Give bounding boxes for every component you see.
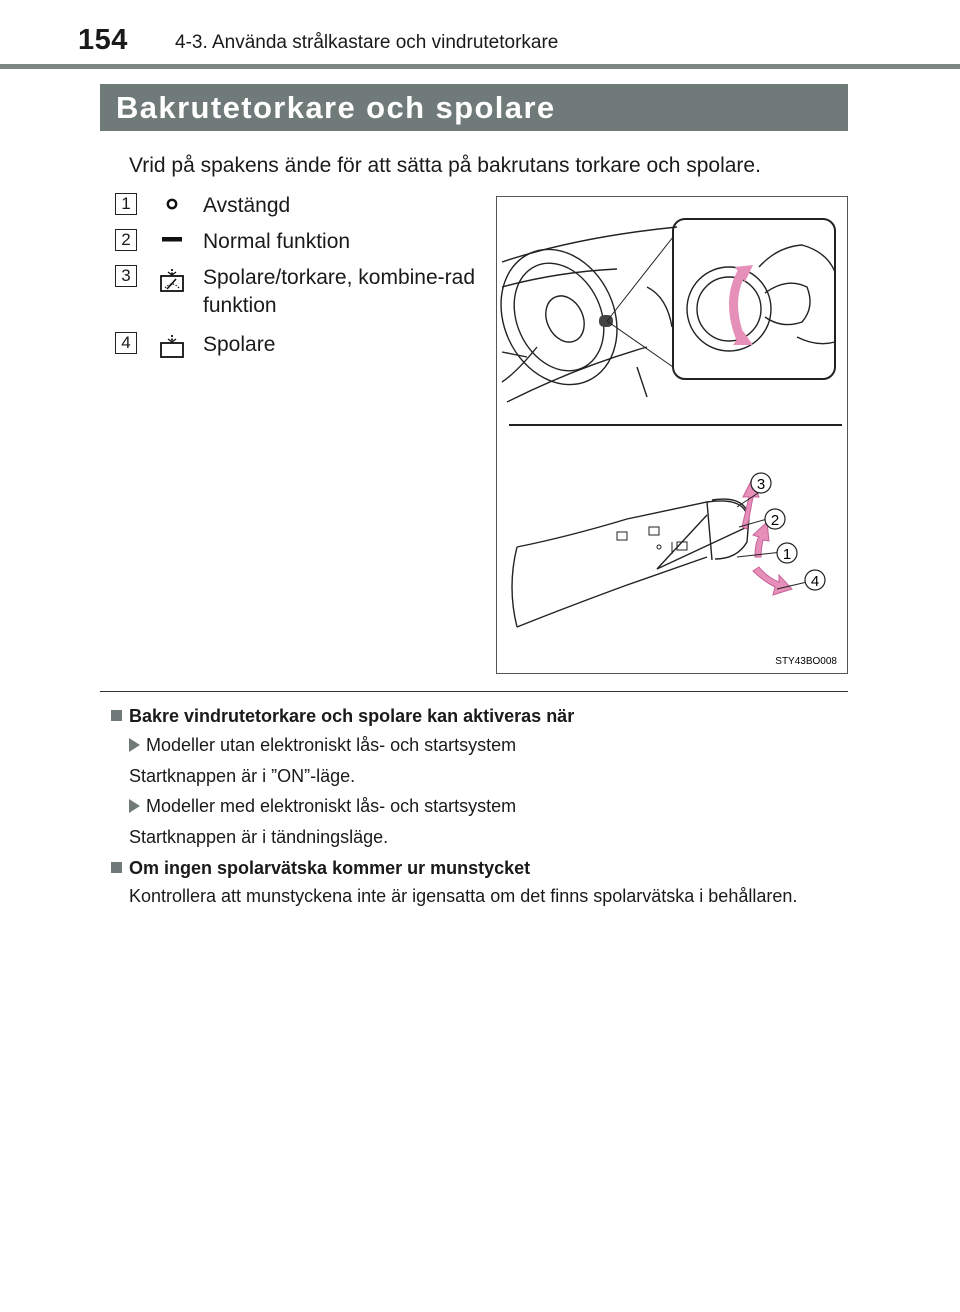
position-arrows [742, 479, 792, 595]
wiper-washer-icon [157, 265, 187, 295]
with-system-text: Startknappen är i tändningsläge. [129, 827, 389, 847]
inset-detail [673, 219, 835, 379]
activation-heading [111, 706, 574, 727]
callout-label: 4 [810, 573, 820, 590]
chapter-title: 4-3. Använda strålkastare och vindrutetorkare [175, 32, 559, 53]
triangle-bullet-icon [129, 738, 140, 752]
bullet-with-system [129, 796, 516, 817]
figure-code: STY43BO008 [775, 656, 837, 667]
rotation-arrow [734, 272, 743, 342]
callout-label: 2 [770, 512, 780, 529]
header-divider [0, 64, 960, 69]
without-system-text: Startknappen är i ”ON”-läge. [129, 766, 356, 786]
position-label: Spolare/torkare, kombine-rad funktion [203, 266, 475, 317]
page-number: 154 [78, 24, 128, 56]
callout-label: 3 [756, 476, 766, 493]
lever-stalk [512, 499, 749, 627]
position-label: Spolare [203, 333, 276, 356]
bullet-without-system [129, 735, 516, 756]
lever-drawing [497, 197, 847, 673]
position-label: Normal funktion [203, 230, 351, 253]
lever-markings [617, 527, 687, 554]
activation-heading-text: Bakre vindrutetorkare och spolare kan aktiveras när [129, 706, 575, 726]
bullet-text: Modeller utan elektroniskt lås- och startsystem [146, 735, 517, 755]
wiper-lever-illustration [496, 196, 848, 674]
heading-square-icon [111, 862, 122, 873]
callout-label: 1 [782, 546, 792, 563]
position-label: Avstängd [203, 194, 291, 217]
no-fluid-heading-text: Om ingen spolarvätska kommer ur munstycket [129, 858, 531, 878]
section-title: Bakrutetorkare och spolare [100, 84, 848, 131]
intro-text: Vrid på spakens ände för att sätta på bakrutans torkare och spolare. [129, 154, 761, 177]
position-number: 1 [115, 193, 137, 215]
position-number: 4 [115, 332, 137, 354]
off-circle-icon [157, 193, 187, 219]
triangle-bullet-icon [129, 799, 140, 813]
no-fluid-text: Kontrollera att munstyckena inte är igensatta om det finns spolarvätska i behållaren. [129, 886, 798, 906]
washer-icon [157, 332, 187, 362]
position-number: 2 [115, 229, 137, 251]
bullet-text: Modeller med elektroniskt lås- och startsystem [146, 796, 517, 816]
heading-square-icon [111, 710, 122, 721]
normal-bar-icon [157, 229, 187, 255]
position-number: 3 [115, 265, 137, 287]
no-fluid-heading [111, 858, 530, 879]
steering-wheel-drawing [497, 227, 677, 404]
section-divider [100, 691, 848, 692]
